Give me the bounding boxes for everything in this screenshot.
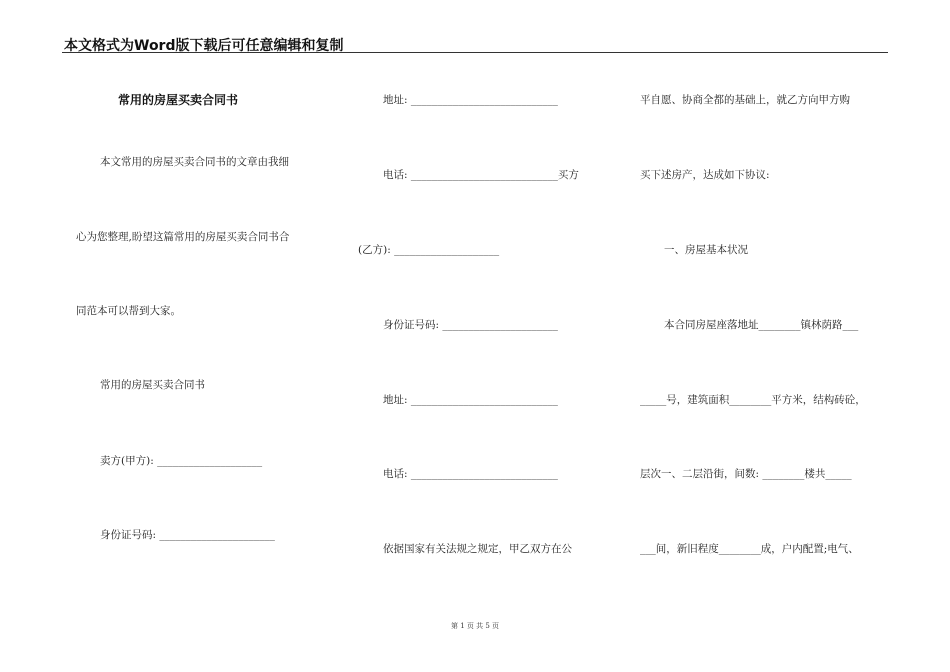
page-number: 第 1 页 共 5 页 (450, 622, 500, 630)
text-line: ___间，新旧程度________成，户内配置;电气、 (640, 543, 859, 555)
text-line: 本合同房屋座落地址________镇林荫路___ (664, 319, 859, 331)
text-line: 常用的房屋买卖合同书 (100, 379, 205, 391)
text-line: (乙方): ____________________ (358, 244, 500, 256)
text-line: 地址: ____________________________ (383, 94, 558, 106)
text-line: 身份证号码: ______________________ (100, 529, 275, 541)
text-line: 身份证号码: ______________________ (383, 319, 558, 331)
text-line: 层次一、二层沿街，间数: ________楼共_____ (640, 468, 852, 480)
text-line: 心为您整理,盼望这篇常用的房屋买卖合同书合 (76, 231, 290, 243)
header-divider (62, 52, 888, 53)
text-line: 地址: ____________________________ (383, 394, 558, 406)
document-title: 常用的房屋买卖合同书 (118, 93, 239, 107)
section-heading: 一、房屋基本状况 (664, 244, 748, 256)
text-line: 本文常用的房屋买卖合同书的文章由我细 (100, 156, 289, 168)
text-line: 买下述房产，达成如下协议: (640, 169, 770, 181)
text-line: 平自愿、协商全都的基础上，就乙方向甲方购 (640, 94, 850, 106)
text-line: 依据国家有关法规之规定，甲乙双方在公 (383, 543, 572, 555)
header-title: 本文格式为Word版下载后可任意编辑和复制 (64, 38, 344, 54)
text-line: 同范本可以帮到大家。 (76, 305, 181, 317)
text-line: _____号，建筑面积________平方米，结构砖砼， (640, 394, 866, 406)
text-line: 电话: ____________________________ (383, 468, 558, 480)
text-line: 电话: ____________________________买方 (383, 169, 579, 181)
text-line: 卖方(甲方): ____________________ (100, 455, 263, 467)
